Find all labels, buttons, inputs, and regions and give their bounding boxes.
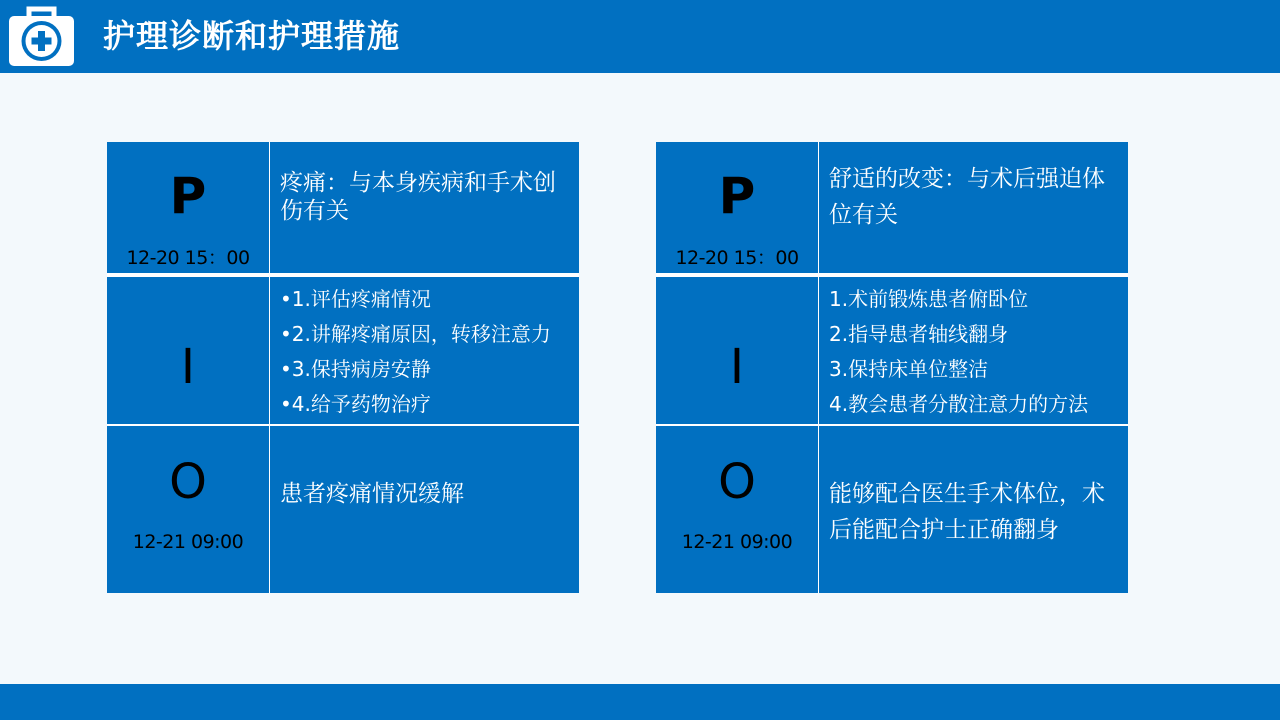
intervention-item: •3.保持病房安静	[280, 357, 431, 381]
intervention-item: •1.评估疼痛情况	[280, 287, 431, 311]
o-timestamp: 12-21 09:00	[681, 531, 793, 553]
intervention-item: 2.指导患者轴线翻身	[829, 322, 1009, 346]
header-bar	[0, 0, 1280, 73]
p-timestamp: 12-20 15：00	[126, 247, 250, 269]
o-content-cell	[270, 426, 579, 593]
o-label-cell	[107, 426, 269, 593]
i-content-cell	[819, 277, 1128, 424]
p-content-cell	[819, 142, 1128, 273]
intervention-item: •2.讲解疼痛原因，转移注意力	[280, 322, 551, 346]
intervention-item: 4.教会患者分散注意力的方法	[829, 392, 1089, 416]
o-content-cell	[819, 426, 1128, 593]
i-label-cell	[656, 277, 818, 424]
problem-text: 疼痛：与本身疾病和手术创伤有关	[280, 170, 556, 224]
p-label-cell	[656, 142, 818, 273]
i-label-cell	[107, 277, 269, 424]
intervention-list	[829, 286, 1127, 424]
p-letter: P	[169, 167, 207, 225]
pio-table-right	[656, 142, 1128, 593]
problem-text: 舒适的改变：与术后强迫体位有关	[829, 166, 1105, 228]
pio-table-left	[107, 142, 579, 593]
outcome-text: 患者疼痛情况缓解	[280, 481, 464, 507]
o-label-cell	[656, 426, 818, 593]
o-letter: O	[718, 454, 756, 510]
i-content-cell	[270, 277, 579, 424]
o-letter: O	[169, 454, 207, 510]
page-title: 护理诊断和护理措施	[103, 17, 401, 55]
intervention-list	[280, 286, 578, 424]
intervention-item: 1.术前锻炼患者俯卧位	[829, 287, 1029, 311]
intervention-item: •4.给予药物治疗	[280, 392, 431, 416]
o-timestamp: 12-21 09:00	[132, 531, 244, 553]
p-label-cell	[107, 142, 269, 273]
i-letter: I	[729, 339, 745, 395]
p-letter: P	[718, 167, 756, 225]
medical-kit-icon	[8, 5, 75, 67]
p-content-cell	[270, 142, 579, 273]
footer-bar	[0, 684, 1280, 720]
i-letter: I	[180, 339, 196, 395]
outcome-text: 能够配合医生手术体位，术后能配合护士正确翻身	[829, 481, 1105, 543]
p-timestamp: 12-20 15：00	[675, 247, 799, 269]
intervention-item: 3.保持床单位整洁	[829, 357, 989, 381]
